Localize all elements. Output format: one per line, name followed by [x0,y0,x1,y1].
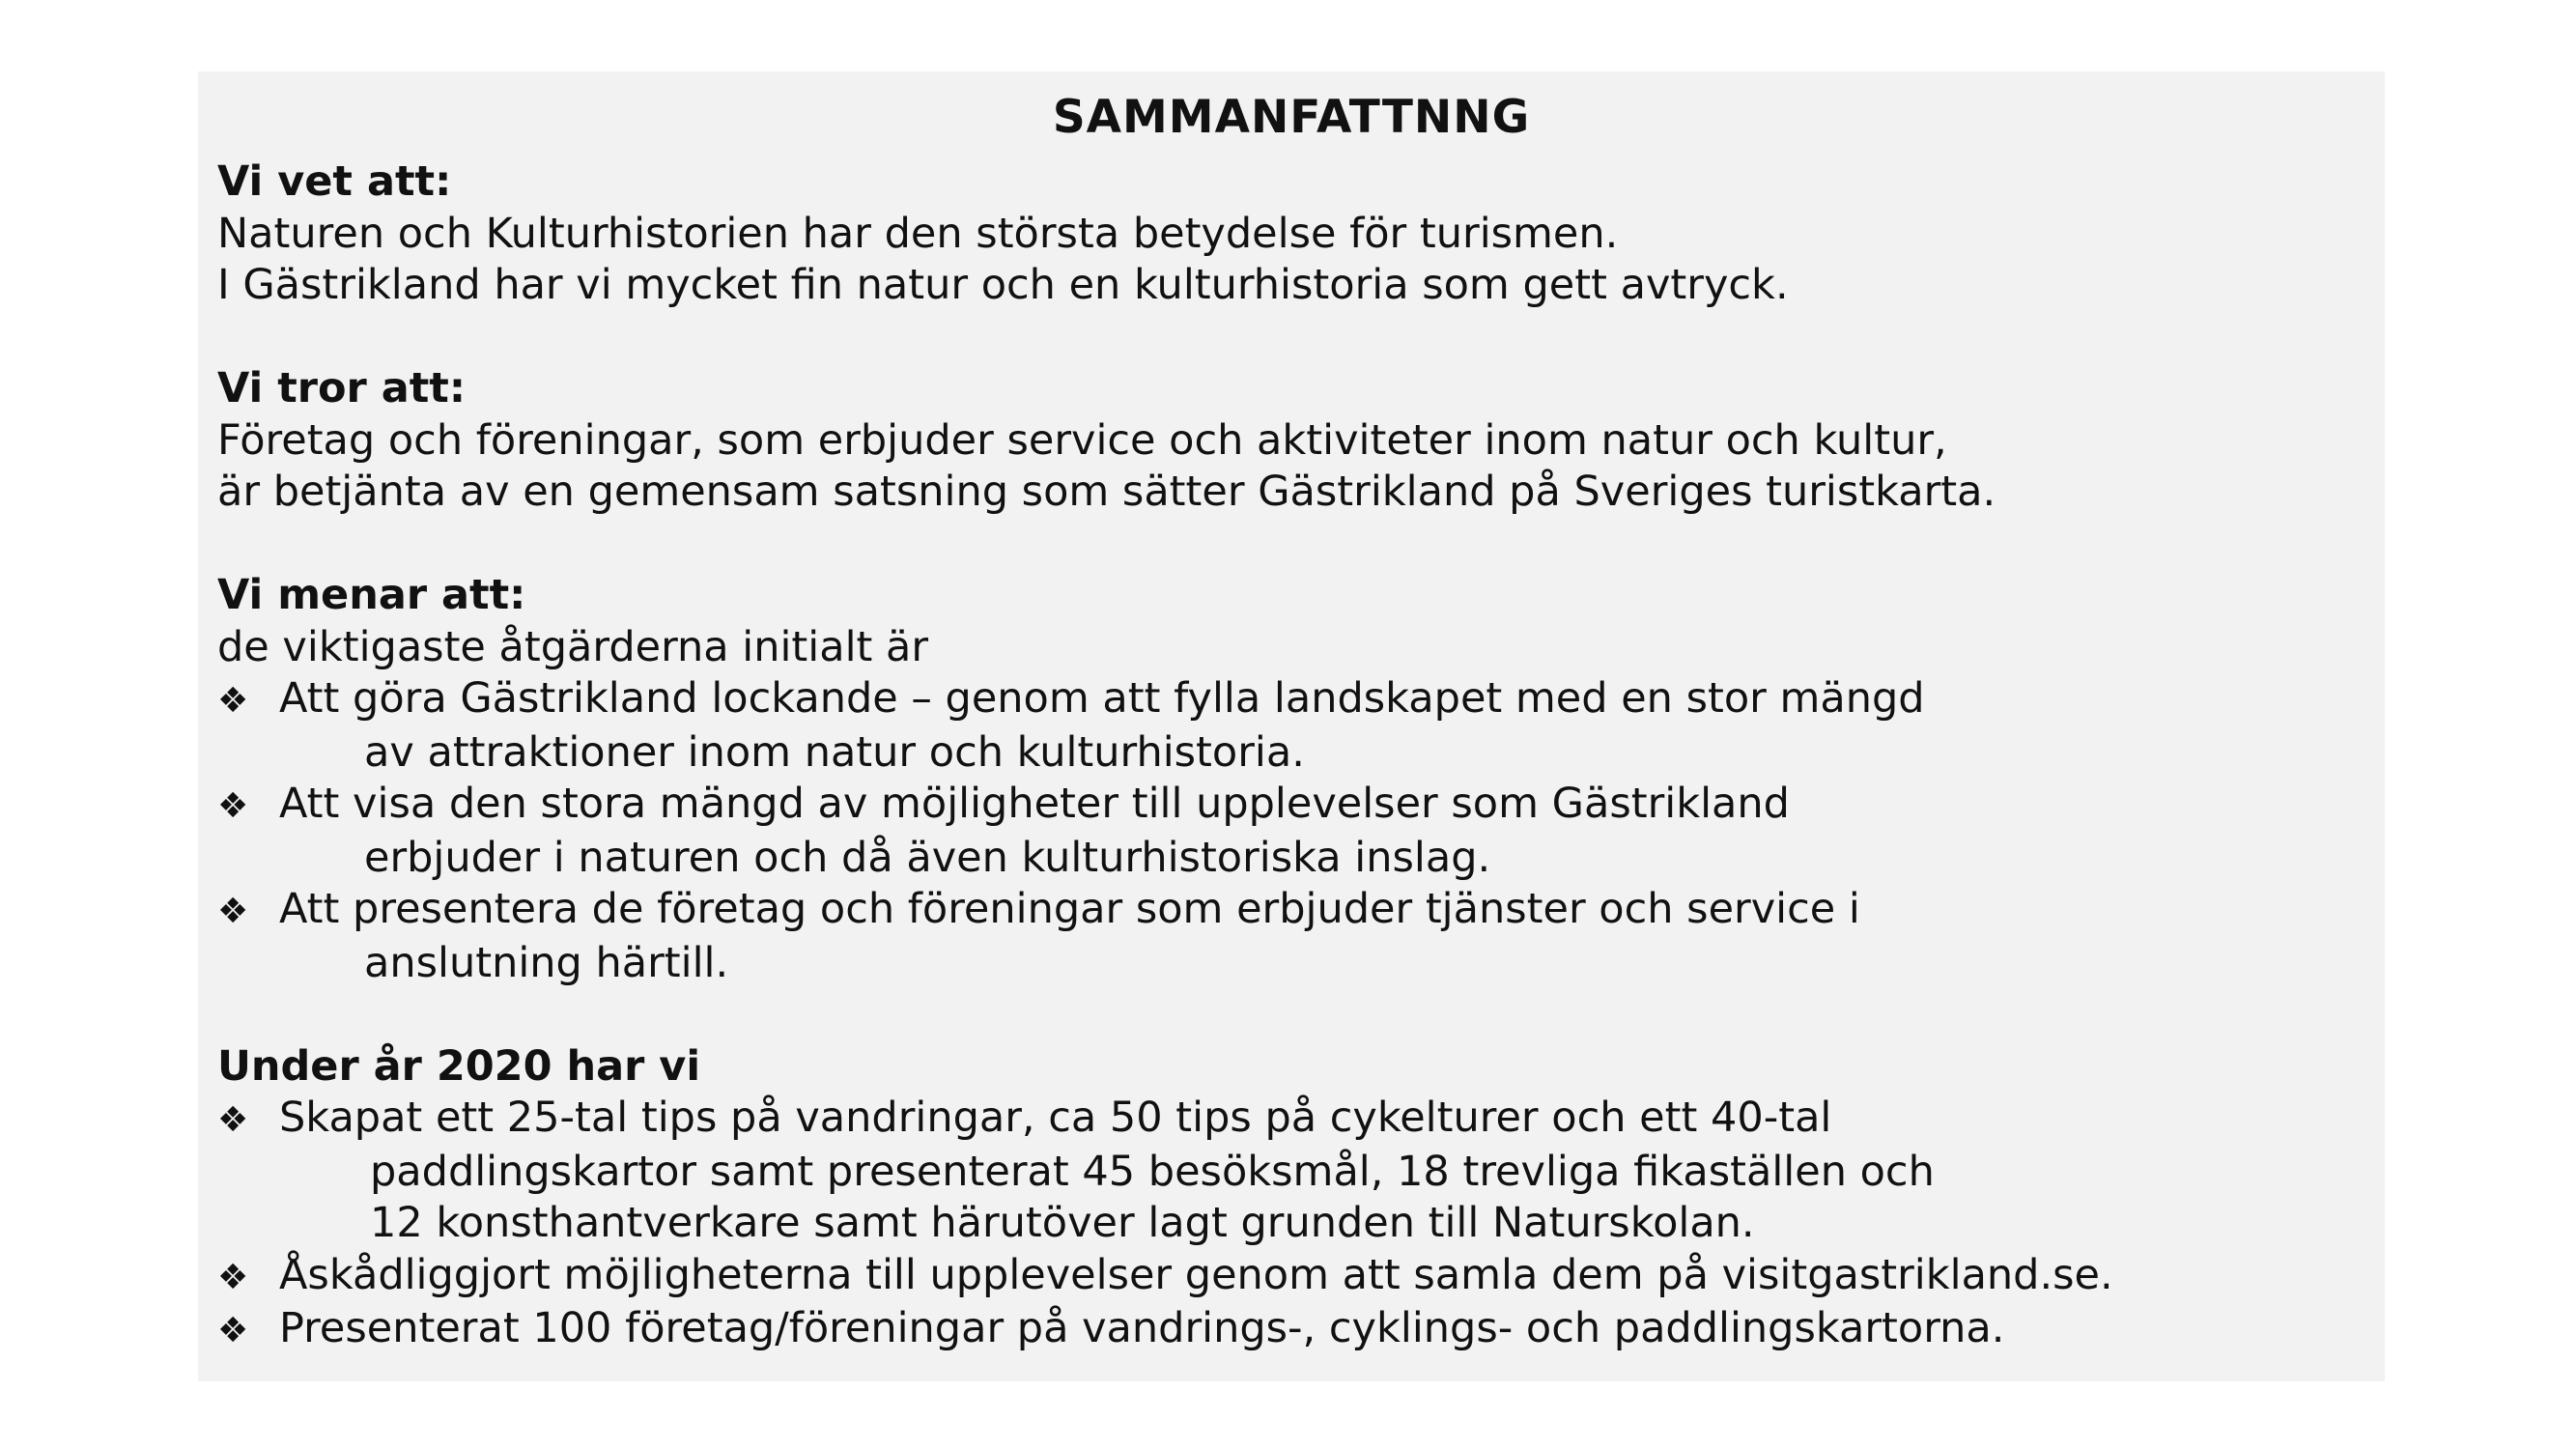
section-vi-menar-att [217,570,2365,989]
bullet-diamond-icon: ❖ [217,1311,249,1350]
section-heading: Vi tror att: [217,364,467,412]
bullet-diamond-icon: ❖ [217,1257,249,1297]
section-heading: Under år 2020 har vi [217,1041,701,1091]
bullet-text: Att göra Gästrikland lockande – genom att fylla landskapet med en stor mängd [279,674,1925,723]
bullet-continuation: erbjuder i naturen och då även kulturhistoriska inslag. [364,833,1491,882]
bullet-diamond-icon: ❖ [217,681,249,721]
spacer [217,989,2365,1041]
spacer [217,519,2365,571]
text-line: I Gästrikland har vi mycket fin natur och en kulturhistoria som gett avtryck. [217,261,1789,309]
summary-panel [198,71,2385,1381]
text-line: Företag och föreningar, som erbjuder service och aktiviteter inom natur och kultur, [217,415,1947,465]
bullet-text: Att visa den stora mängd av möjligheter till upplevelser som Gästrikland [279,780,1790,828]
list-item [217,884,2365,989]
list-item [217,779,2365,884]
bullet-text: Skapat ett 25-tal tips på vandringar, ca 50 tips på cykelturer och ett 40-tal [279,1094,1832,1142]
bullet-continuation: paddlingskartor samt presenterat 45 besöksmål, 18 trevliga fikaställen och [370,1147,1935,1196]
section-vi-vet-att [217,156,2365,312]
bullet-diamond-icon: ❖ [217,892,249,931]
list-item [217,1303,2365,1357]
bullet-continuation: av attraktioner inom natur och kulturhistoria. [364,727,1305,777]
page-title: SAMMANFATTNNG [1052,91,1531,144]
bullet-continuation: anslutning härtill. [364,938,729,987]
bullet-continuation: 12 konsthantverkare samt härutöver lagt grunden till Naturskolan. [370,1199,1755,1247]
bullet-diamond-icon: ❖ [217,786,249,826]
text-line: är betjänta av en gemensam satsning som sätter Gästrikland på Sveriges turistkarta. [217,468,1996,516]
section-heading: Vi vet att: [217,157,452,206]
list-item [217,1250,2365,1304]
text-line: Naturen och Kulturhistorien har den största betydelse för turismen. [217,209,1619,258]
section-under-ar-2020 [217,1041,2365,1357]
text-line: de viktigaste åtgärderna initialt är [217,622,929,671]
bullet-text: Att presentera de företag och föreningar som erbjuder tjänster och service i [279,885,1860,933]
section-heading: Vi menar att: [217,571,526,619]
list-item [217,1093,2365,1250]
section-vi-tror-att [217,363,2365,519]
bullet-text: Presenterat 100 företag/föreningar på vandrings-, cyklings- och paddlingskartorna. [279,1304,2005,1352]
bullet-diamond-icon: ❖ [217,1100,249,1140]
spacer [217,312,2365,364]
list-item [217,673,2365,779]
bullet-text: Åskådliggjort möjligheterna till upplevelser genom att samla dem på visitgastrikland.se. [279,1250,2113,1299]
